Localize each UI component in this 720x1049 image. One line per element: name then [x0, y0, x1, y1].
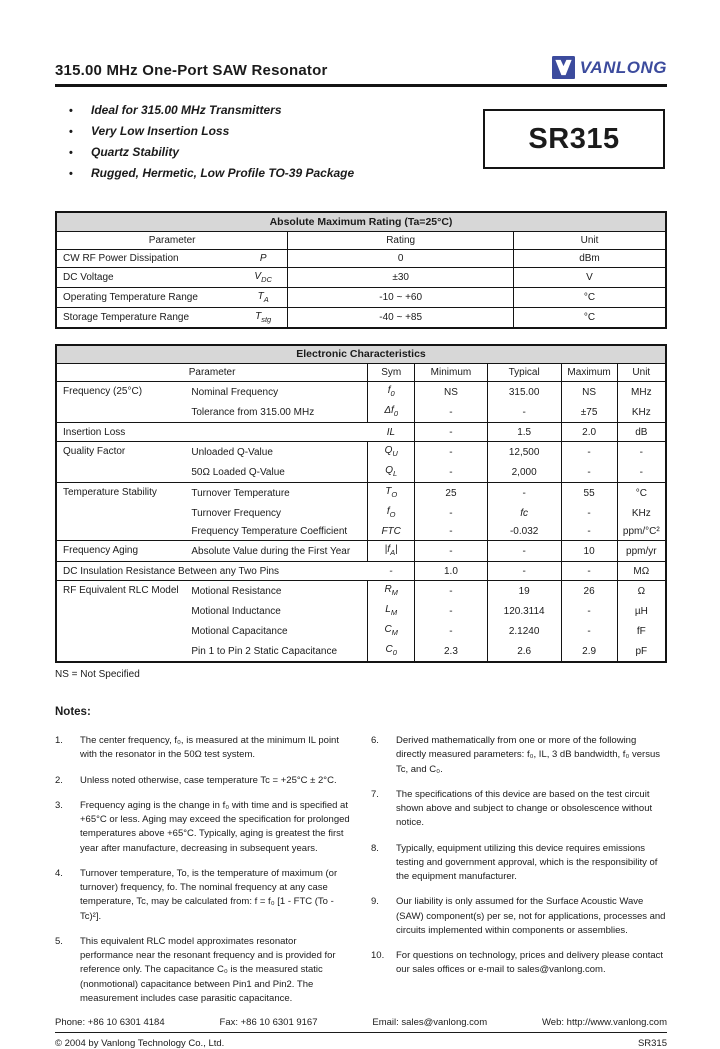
- footer-copyright: © 2004 by Vanlong Technology Co., Ltd.: [55, 1038, 225, 1049]
- note-text: This equivalent RLC model approximates resonator performance near the resonant frequency and is provided for reference only. The capacitance C₀ is the measured static (nonmotional) capacitance between Pin1 and Pin2. The measurement includes case parasitic capacitance.: [80, 935, 336, 1004]
- symbol-cell: -: [368, 562, 415, 581]
- parameter-detail-cell: Turnover Temperature: [188, 483, 367, 504]
- rating-cell: 0: [288, 250, 514, 268]
- symbol-cell: $f_0$: [368, 382, 415, 403]
- column-header-parameter: Parameter: [56, 232, 288, 250]
- vanlong-logo: [552, 56, 667, 79]
- notes-section: [55, 734, 667, 1017]
- maximum-cell: -: [561, 462, 617, 483]
- unit-cell: dBm: [513, 250, 666, 268]
- note-text: Typically, equipment utilizing this device requires emissions testing and government approval, which is the responsibility of the equipment manufacturer.: [396, 842, 658, 882]
- maximum-cell: 10: [561, 541, 617, 562]
- footer-email: Email: sales@vanlong.com: [372, 1017, 488, 1028]
- vanlong-logo-icon: [552, 56, 575, 79]
- unit-cell: KHz: [617, 402, 666, 423]
- symbol-cell: $C_0$: [368, 641, 415, 662]
- parameter-cell: Storage Temperature Range: [56, 308, 239, 329]
- unit-cell: -: [617, 442, 666, 463]
- symbol-cell: P: [239, 250, 288, 268]
- unit-cell: -: [617, 462, 666, 483]
- note-item: [371, 734, 667, 777]
- feature-label: Rugged, Hermetic, Low Profile TO-39 Package: [91, 166, 355, 180]
- symbol-cell: $T_A$: [239, 288, 288, 308]
- table-title: Electronic Characteristics: [56, 345, 666, 364]
- brand-name: VANLONG: [579, 57, 667, 77]
- page-title: 315.00 MHz One-Port SAW Resonator: [55, 62, 328, 79]
- footer-phone: Phone: +86 10 6301 4184: [55, 1017, 165, 1028]
- parameter-detail-cell: Unloaded Q-Value: [188, 442, 367, 463]
- note-text: Turnover temperature, To, is the temperature of maximum (or turnover) frequency, fo. The nominal frequency at any case temperature, Tc, may be calculated from: f = f₀ [1 - FTC (To - Tc)²].: [80, 867, 338, 922]
- notes-heading: Notes:: [55, 706, 91, 718]
- note-number: 10.: [371, 950, 385, 961]
- unit-cell: Ω: [617, 581, 666, 602]
- parameter-detail-cell: Turnover Frequency: [188, 503, 367, 523]
- feature-item: [69, 166, 483, 180]
- table-row: [56, 581, 666, 602]
- minimum-cell: -: [415, 523, 488, 541]
- symbol-cell: $\Delta f_0$: [368, 402, 415, 423]
- bullet-icon: •: [69, 126, 73, 138]
- minimum-cell: -: [415, 621, 488, 641]
- unit-cell: °C: [617, 483, 666, 504]
- parameter-detail-cell: Motional Resistance: [188, 581, 367, 602]
- note-number: 2.: [55, 774, 63, 786]
- typical-cell: 12,500: [487, 442, 561, 463]
- parameter-detail-cell: Nominal Frequency: [188, 382, 367, 403]
- note-item: [371, 842, 667, 885]
- typical-cell: fc: [487, 503, 561, 523]
- maximum-cell: -: [561, 442, 617, 463]
- symbol-cell: $|f_A|$: [368, 541, 415, 562]
- typical-cell: -0.032: [487, 523, 561, 541]
- minimum-cell: 2.3: [415, 641, 488, 662]
- typical-cell: -: [487, 402, 561, 423]
- table-row: [56, 562, 666, 581]
- typical-cell: -: [487, 541, 561, 562]
- unit-cell: V: [513, 268, 666, 288]
- unit-cell: MΩ: [617, 562, 666, 581]
- parameter-detail-cell: Motional Inductance: [188, 601, 367, 621]
- parameter-group-cell: Frequency (25°C): [56, 382, 188, 423]
- symbol-cell: $V_{DC}$: [239, 268, 288, 288]
- parameter-cell: CW RF Power Dissipation: [56, 250, 239, 268]
- symbol-cell: $T_O$: [368, 483, 415, 504]
- note-text: For questions on technology, prices and delivery please contact our sales offices or e-mail to sales@vanlong.com.: [396, 950, 664, 976]
- note-number: 8.: [371, 842, 379, 854]
- minimum-cell: -: [415, 503, 488, 523]
- parameter-detail-cell: Frequency Temperature Coefficient: [188, 523, 367, 541]
- minimum-cell: NS: [415, 382, 488, 403]
- note-item: [371, 788, 667, 831]
- column-header-unit: Unit: [617, 364, 666, 382]
- part-number-box: [483, 109, 665, 169]
- maximum-cell: 2.9: [561, 641, 617, 662]
- table-row: [56, 541, 666, 562]
- rating-cell: -10 ~ +60: [288, 288, 514, 308]
- unit-cell: ppm/yr: [617, 541, 666, 562]
- minimum-cell: 1.0: [415, 562, 488, 581]
- minimum-cell: -: [415, 581, 488, 602]
- typical-cell: -: [487, 483, 561, 504]
- minimum-cell: -: [415, 442, 488, 463]
- feature-item: [69, 145, 483, 159]
- parameter-group-cell: Insertion Loss: [56, 423, 368, 442]
- table-row: [56, 382, 666, 403]
- unit-cell: °C: [513, 288, 666, 308]
- notes-column-left: [55, 734, 351, 1017]
- parameter-detail-cell: Tolerance from 315.00 MHz: [188, 402, 367, 423]
- parameter-cell: DC Voltage: [56, 268, 239, 288]
- note-item: [371, 949, 667, 978]
- unit-cell: °C: [513, 308, 666, 329]
- parameter-group-cell: RF Equivalent RLC Model: [56, 581, 188, 663]
- parameter-cell: Operating Temperature Range: [56, 288, 239, 308]
- note-number: 3.: [55, 799, 63, 811]
- header-divider: [55, 84, 667, 87]
- table-row: [56, 308, 666, 329]
- parameter-group-cell: DC Insulation Resistance Between any Two Pins: [56, 562, 368, 581]
- typical-cell: 19: [487, 581, 561, 602]
- feature-label: Very Low Insertion Loss: [91, 124, 230, 138]
- maximum-cell: -: [561, 601, 617, 621]
- note-text: Our liability is only assumed for the Surface Acoustic Wave (SAW) component(s) per se, not for applications, processes and circuits implemented within components or assemblies.: [396, 896, 666, 936]
- note-number: 9.: [371, 896, 379, 908]
- column-header-maximum: Maximum: [561, 364, 617, 382]
- maximum-cell: 26: [561, 581, 617, 602]
- note-text: The center frequency, f₀, is measured at the minimum IL point with the resonator in the 50Ω test system.: [80, 735, 339, 761]
- electronic-characteristics-table: [55, 344, 667, 663]
- unit-cell: fF: [617, 621, 666, 641]
- contact-row: [55, 1017, 667, 1033]
- unit-cell: MHz: [617, 382, 666, 403]
- symbol-cell: FTC: [368, 523, 415, 541]
- feature-list: [55, 103, 483, 187]
- notes-column-right: [371, 734, 667, 1017]
- footer-web: Web: http://www.vanlong.com: [542, 1017, 667, 1028]
- note-item: [55, 935, 351, 1006]
- maximum-cell: 55: [561, 483, 617, 504]
- parameter-group-cell: Quality Factor: [56, 442, 188, 483]
- column-header-minimum: Minimum: [415, 364, 488, 382]
- footer-part-number: SR315: [637, 1038, 667, 1049]
- parameter-detail-cell: Motional Capacitance: [188, 621, 367, 641]
- column-header-sym: Sym: [368, 364, 415, 382]
- unit-cell: dB: [617, 423, 666, 442]
- symbol-cell: $T_{stg}$: [239, 308, 288, 329]
- column-header-parameter: Parameter: [56, 364, 368, 382]
- rating-cell: -40 ~ +85: [288, 308, 514, 329]
- typical-cell: -: [487, 562, 561, 581]
- table-row: [56, 483, 666, 504]
- unit-cell: ppm/°C²: [617, 523, 666, 541]
- rating-cell: ±30: [288, 268, 514, 288]
- minimum-cell: -: [415, 423, 488, 442]
- column-header-typical: Typical: [487, 364, 561, 382]
- table-title: Absolute Maximum Rating (Ta=25°C): [56, 212, 666, 232]
- note-item: [371, 895, 667, 938]
- parameter-detail-cell: Pin 1 to Pin 2 Static Capacitance: [188, 641, 367, 662]
- table-row: [56, 250, 666, 268]
- page-footer: [55, 1017, 667, 1049]
- symbol-cell: $Q_L$: [368, 462, 415, 483]
- parameter-detail-cell: 50Ω Loaded Q-Value: [188, 462, 367, 483]
- note-number: 4.: [55, 867, 63, 879]
- table-row: [56, 442, 666, 463]
- note-number: 7.: [371, 788, 379, 800]
- typical-cell: 120.3114: [487, 601, 561, 621]
- maximum-cell: -: [561, 523, 617, 541]
- minimum-cell: -: [415, 402, 488, 423]
- table-row: [56, 288, 666, 308]
- note-number: 1.: [55, 735, 63, 746]
- parameter-detail-cell: Absolute Value during the First Year: [188, 541, 367, 562]
- typical-cell: 1.5: [487, 423, 561, 442]
- parameter-group-cell: Frequency Aging: [56, 541, 188, 562]
- maximum-cell: 2.0: [561, 423, 617, 442]
- symbol-cell: $C_M$: [368, 621, 415, 641]
- minimum-cell: -: [415, 601, 488, 621]
- unit-cell: pF: [617, 641, 666, 662]
- column-header-unit: Unit: [513, 232, 666, 250]
- note-item: [55, 799, 351, 856]
- typical-cell: 2,000: [487, 462, 561, 483]
- unit-cell: KHz: [617, 503, 666, 523]
- feature-item: [69, 103, 483, 117]
- symbol-cell: $L_M$: [368, 601, 415, 621]
- symbol-cell: $R_M$: [368, 581, 415, 602]
- maximum-cell: -: [561, 562, 617, 581]
- typical-cell: 315.00: [487, 382, 561, 403]
- symbol-cell: $f_O$: [368, 503, 415, 523]
- maximum-cell: -: [561, 503, 617, 523]
- typical-cell: 2.1240: [487, 621, 561, 641]
- note-item: [55, 734, 351, 763]
- note-item: [55, 774, 351, 788]
- note-number: 5.: [55, 935, 63, 947]
- feature-label: Ideal for 315.00 MHz Transmitters: [91, 103, 282, 117]
- note-text: Derived mathematically from one or more of the following directly measured parameters: f₀, IL, 3 dB bandwidth, f₀ versus Tc, and C₀.: [396, 735, 660, 775]
- maximum-cell: ±75: [561, 402, 617, 423]
- minimum-cell: 25: [415, 483, 488, 504]
- header: [55, 56, 667, 79]
- absolute-maximum-rating-table: [55, 211, 667, 329]
- note-item: [55, 867, 351, 924]
- note-text: Frequency aging is the change in f₀ with time and is specified at +65°C or less. Aging may exceed the specification for prolonged temperatures above +65°C. Typically, aging is greatest the first year after manufacture, decreasing in subsequent years.: [80, 799, 350, 854]
- features-section: [55, 101, 667, 187]
- part-number: SR315: [528, 122, 620, 155]
- copyright-row: [55, 1038, 667, 1049]
- bullet-icon: •: [69, 168, 73, 180]
- maximum-cell: NS: [561, 382, 617, 403]
- feature-label: Quartz Stability: [91, 145, 180, 159]
- symbol-cell: IL: [368, 423, 415, 442]
- footer-fax: Fax: +86 10 6301 9167: [219, 1017, 318, 1028]
- parameter-group-cell: Temperature Stability: [56, 483, 188, 541]
- table-row: [56, 423, 666, 442]
- bullet-icon: •: [69, 105, 73, 117]
- typical-cell: 2.6: [487, 641, 561, 662]
- note-text: The specifications of this device are based on the test circuit shown above and subject to change or obsolescence without notice.: [396, 788, 653, 829]
- maximum-cell: -: [561, 621, 617, 641]
- minimum-cell: -: [415, 462, 488, 483]
- feature-item: [69, 124, 483, 138]
- note-text: Unless noted otherwise, case temperature Tc = +25°C ± 2°C.: [80, 774, 337, 786]
- symbol-cell: $Q_U$: [368, 442, 415, 463]
- unit-cell: µH: [617, 601, 666, 621]
- column-header-rating: Rating: [288, 232, 514, 250]
- bullet-icon: •: [69, 147, 73, 159]
- note-number: 6.: [371, 735, 379, 746]
- minimum-cell: -: [415, 541, 488, 562]
- table-row: [56, 268, 666, 288]
- table-footnote: NS = Not Specified: [55, 669, 140, 680]
